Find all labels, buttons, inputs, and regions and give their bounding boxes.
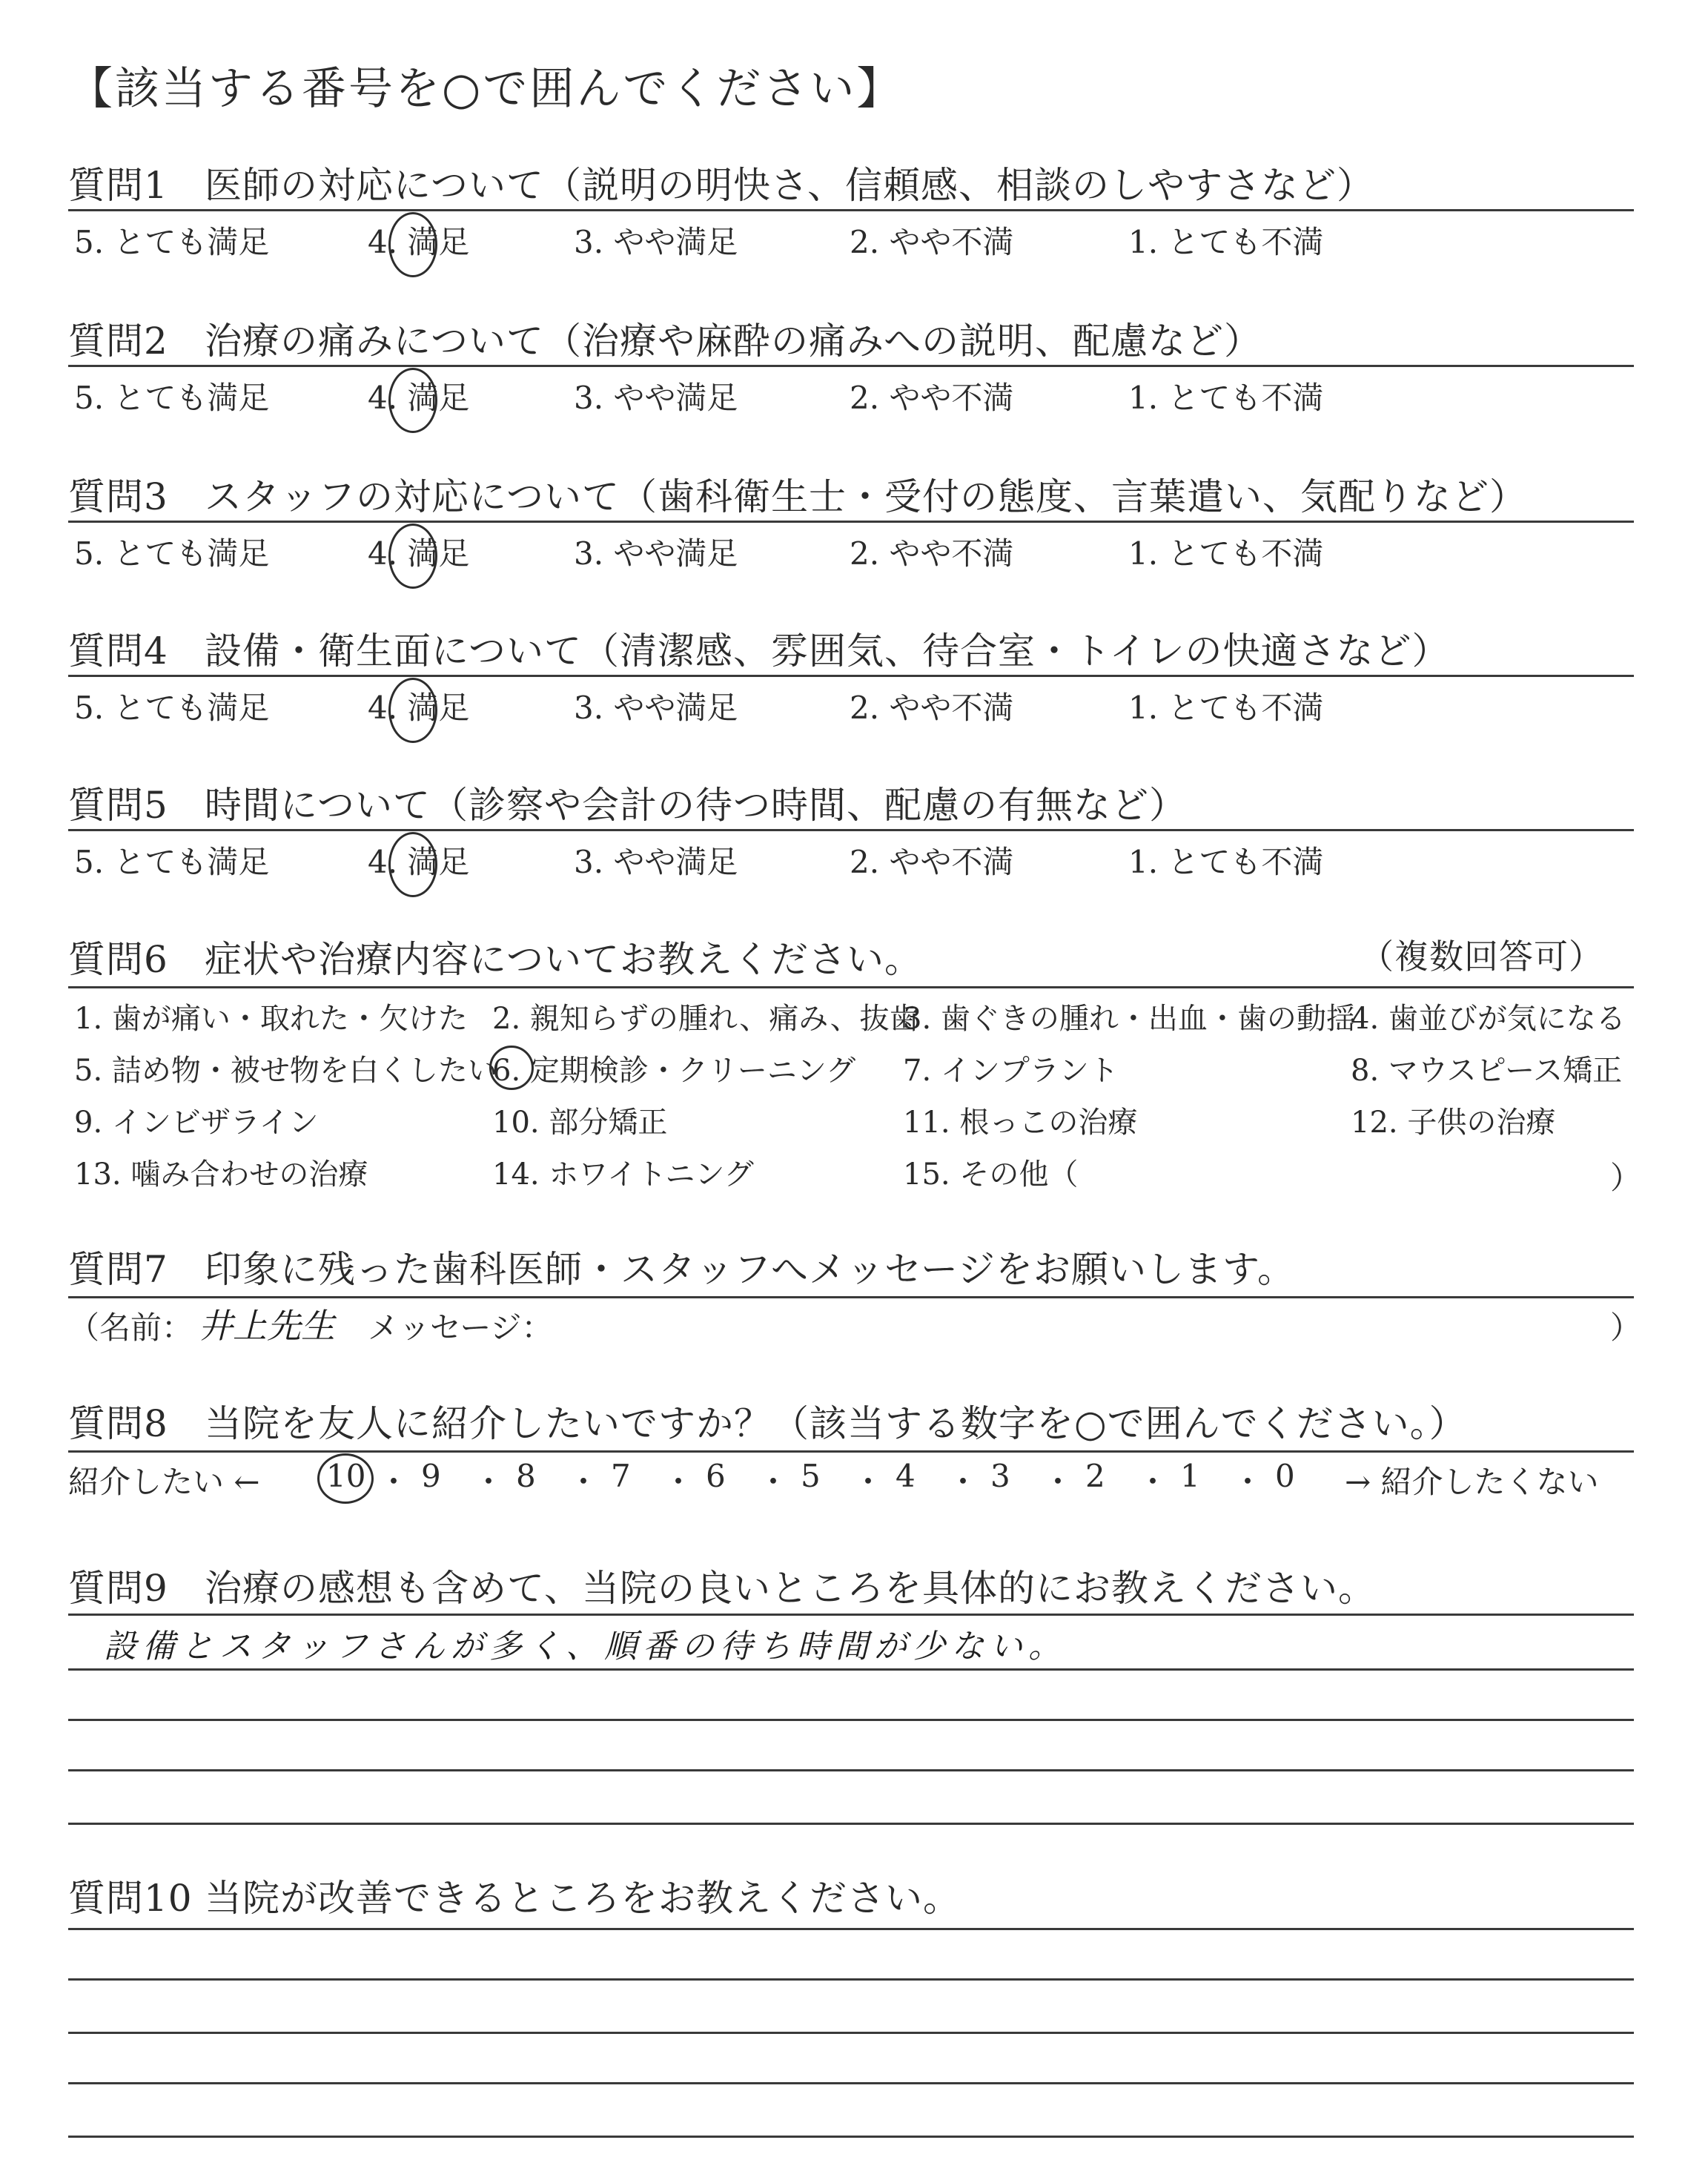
q5-option-2[interactable]: 2. やや不満 bbox=[850, 844, 1014, 880]
q6-option-7[interactable]: 7. インプラント bbox=[903, 1054, 1119, 1088]
q2-option-2[interactable]: 2. やや不満 bbox=[850, 380, 1014, 416]
q8-scale-separator: ・ bbox=[378, 1464, 410, 1500]
q6-option-9[interactable]: 9. インビザライン bbox=[74, 1106, 319, 1140]
q10-label: 質問10 bbox=[68, 1877, 193, 1920]
q9-rule-0 bbox=[68, 1614, 1634, 1616]
q1-option-2[interactable]: 2. やや不満 bbox=[850, 224, 1014, 260]
q3-label: 質問3 bbox=[68, 475, 168, 518]
q4-option-3[interactable]: 3. やや満足 bbox=[574, 690, 738, 726]
q9-text: 治療の感想も含めて、当院の良いところを具体的にお教えください。 bbox=[205, 1567, 1376, 1610]
q8-scale-separator: ・ bbox=[473, 1464, 505, 1500]
q10-rule-3 bbox=[68, 2082, 1634, 2084]
q9-answer[interactable]: 設備とスタッフさんが多く、順番の待ち時間が少ない。 bbox=[104, 1628, 1068, 1665]
q8-scale-3[interactable]: 3 bbox=[990, 1458, 1010, 1494]
q6-option-12[interactable]: 12. 子供の治療 bbox=[1351, 1106, 1556, 1140]
q3-rule bbox=[68, 521, 1634, 523]
q5-label: 質問5 bbox=[68, 784, 168, 827]
q6-rule bbox=[68, 986, 1634, 988]
q8-scale-separator: ・ bbox=[853, 1464, 884, 1500]
q8-scale-9[interactable]: 9 bbox=[421, 1458, 441, 1494]
q1-text: 医師の対応について（説明の明快さ、信頼感、相談のしやすさなど） bbox=[205, 164, 1374, 207]
q2-text: 治療の痛みについて（治療や麻酔の痛みへの説明、配慮など） bbox=[205, 320, 1262, 363]
form-title: 【該当する番号を○で囲んでください】 bbox=[68, 63, 904, 115]
q8-rule bbox=[68, 1450, 1634, 1453]
q5-option-1[interactable]: 1. とても不満 bbox=[1128, 844, 1324, 880]
q1-option-1[interactable]: 1. とても不満 bbox=[1128, 224, 1324, 260]
q3-option-4[interactable]: 4. 満足 bbox=[368, 535, 470, 572]
q8-label: 質問8 bbox=[68, 1402, 168, 1445]
q8-scale-0[interactable]: 0 bbox=[1275, 1458, 1295, 1494]
q8-scale-7[interactable]: 7 bbox=[611, 1458, 631, 1494]
q6-option-5[interactable]: 5. 詰め物・被せ物を白くしたい bbox=[74, 1054, 497, 1088]
q6-label: 質問6 bbox=[68, 938, 168, 981]
q3-text: スタッフの対応について（歯科衛生士・受付の態度、言葉遣い、気配りなど） bbox=[205, 475, 1527, 518]
q8-right-label: → 紹介したくない bbox=[1345, 1464, 1599, 1500]
q6-option-1[interactable]: 1. 歯が痛い・取れた・欠けた bbox=[74, 1002, 468, 1036]
q6-note: （複数回答可） bbox=[1360, 937, 1603, 977]
q8-scale-5[interactable]: 5 bbox=[801, 1458, 821, 1494]
q6-option-6[interactable]: 6. 定期検診・クリーニング bbox=[492, 1054, 856, 1088]
q6-option-14[interactable]: 14. ホワイトニング bbox=[492, 1157, 754, 1192]
q7-name-label: （名前： bbox=[68, 1309, 193, 1346]
q4-option-4[interactable]: 4. 満足 bbox=[368, 690, 470, 726]
q8-scale-separator: ・ bbox=[947, 1464, 979, 1500]
q6-option-10[interactable]: 10. 部分矯正 bbox=[492, 1106, 668, 1140]
q4-text: 設備・衛生面について（清潔感、雰囲気、待合室・トイレの快適さなど） bbox=[205, 630, 1450, 673]
q3-option-3[interactable]: 3. やや満足 bbox=[574, 535, 738, 572]
q4-rule bbox=[68, 675, 1634, 677]
q2-rule bbox=[68, 365, 1634, 367]
q4-label: 質問4 bbox=[68, 630, 168, 673]
q8-scale-6[interactable]: 6 bbox=[706, 1458, 726, 1494]
q1-label: 質問1 bbox=[68, 164, 168, 207]
q5-option-4[interactable]: 4. 満足 bbox=[368, 844, 470, 880]
q7-label: 質問7 bbox=[68, 1248, 168, 1291]
q4-option-2[interactable]: 2. やや不満 bbox=[850, 690, 1014, 726]
q6-option-2[interactable]: 2. 親知らずの腫れ、痛み、抜歯 bbox=[492, 1002, 919, 1036]
q3-option-2[interactable]: 2. やや不満 bbox=[850, 535, 1014, 572]
q8-scale-10[interactable]: 10 bbox=[326, 1458, 366, 1494]
q8-scale-separator: ・ bbox=[1042, 1464, 1074, 1500]
q7-message-label: メッセージ： bbox=[368, 1309, 553, 1346]
q6-option-4[interactable]: 4. 歯並びが気になる bbox=[1351, 1002, 1626, 1036]
q1-rule bbox=[68, 209, 1634, 211]
q7-close-paren: ） bbox=[1610, 1309, 1642, 1346]
q1-option-5[interactable]: 5. とても満足 bbox=[74, 224, 270, 260]
q2-label: 質問2 bbox=[68, 320, 168, 363]
q10-rule-0 bbox=[68, 1928, 1634, 1930]
q7-name-answer[interactable]: 井上先生 bbox=[199, 1306, 335, 1346]
q6-option-8[interactable]: 8. マウスピース矯正 bbox=[1351, 1054, 1623, 1088]
q5-option-5[interactable]: 5. とても満足 bbox=[74, 844, 270, 880]
q8-text: 当院を友人に紹介したいですか？（該当する数字を○で囲んでください。） bbox=[205, 1402, 1467, 1445]
q8-scale-8[interactable]: 8 bbox=[516, 1458, 536, 1494]
q8-left-label: 紹介したい ← bbox=[68, 1464, 260, 1500]
q9-rule-2 bbox=[68, 1719, 1634, 1721]
q3-option-5[interactable]: 5. とても満足 bbox=[74, 535, 270, 572]
q7-text: 印象に残った歯科医師・スタッフへメッセージをお願いします。 bbox=[205, 1248, 1295, 1291]
q8-scale-1[interactable]: 1 bbox=[1180, 1458, 1200, 1494]
q9-rule-1 bbox=[68, 1668, 1634, 1671]
q8-scale-separator: ・ bbox=[758, 1464, 790, 1500]
q10-rule-2 bbox=[68, 2032, 1634, 2034]
q9-rule-4 bbox=[68, 1823, 1634, 1825]
q8-scale-4[interactable]: 4 bbox=[896, 1458, 916, 1494]
q8-scale-separator: ・ bbox=[1137, 1464, 1169, 1500]
q8-scale-2[interactable]: 2 bbox=[1085, 1458, 1105, 1494]
q6-close-paren: ） bbox=[1610, 1160, 1642, 1196]
q4-option-5[interactable]: 5. とても満足 bbox=[74, 690, 270, 726]
q3-option-1[interactable]: 1. とても不満 bbox=[1128, 535, 1324, 572]
q10-text: 当院が改善できるところをお教えください。 bbox=[205, 1877, 961, 1920]
q6-option-13[interactable]: 13. 噛み合わせの治療 bbox=[74, 1157, 368, 1192]
q5-text: 時間について（診察や会計の待つ時間、配慮の有無など） bbox=[205, 784, 1187, 827]
q5-option-3[interactable]: 3. やや満足 bbox=[574, 844, 738, 880]
q1-option-4[interactable]: 4. 満足 bbox=[368, 224, 470, 260]
q6-option-15[interactable]: 15. その他（ bbox=[903, 1157, 1079, 1192]
q8-scale-separator: ・ bbox=[568, 1464, 600, 1500]
q10-rule-1 bbox=[68, 1978, 1634, 1981]
q5-rule bbox=[68, 829, 1634, 831]
q8-scale-separator: ・ bbox=[1232, 1464, 1264, 1500]
q1-option-3[interactable]: 3. やや満足 bbox=[574, 224, 738, 260]
q7-rule bbox=[68, 1296, 1634, 1298]
q2-option-3[interactable]: 3. やや満足 bbox=[574, 380, 738, 416]
q9-label: 質問9 bbox=[68, 1567, 168, 1610]
q2-option-4[interactable]: 4. 満足 bbox=[368, 380, 470, 416]
q4-option-1[interactable]: 1. とても不満 bbox=[1128, 690, 1324, 726]
q8-scale-separator: ・ bbox=[663, 1464, 695, 1500]
q2-option-1[interactable]: 1. とても不満 bbox=[1128, 380, 1324, 416]
q6-option-3[interactable]: 3. 歯ぐきの腫れ・出血・歯の動揺 bbox=[903, 1002, 1356, 1036]
q6-option-11[interactable]: 11. 根っこの治療 bbox=[903, 1106, 1138, 1140]
q2-option-5[interactable]: 5. とても満足 bbox=[74, 380, 270, 416]
q10-rule-4 bbox=[68, 2136, 1634, 2138]
q6-text: 症状や治療内容についてお教えください。 bbox=[205, 938, 922, 981]
q9-rule-3 bbox=[68, 1769, 1634, 1771]
